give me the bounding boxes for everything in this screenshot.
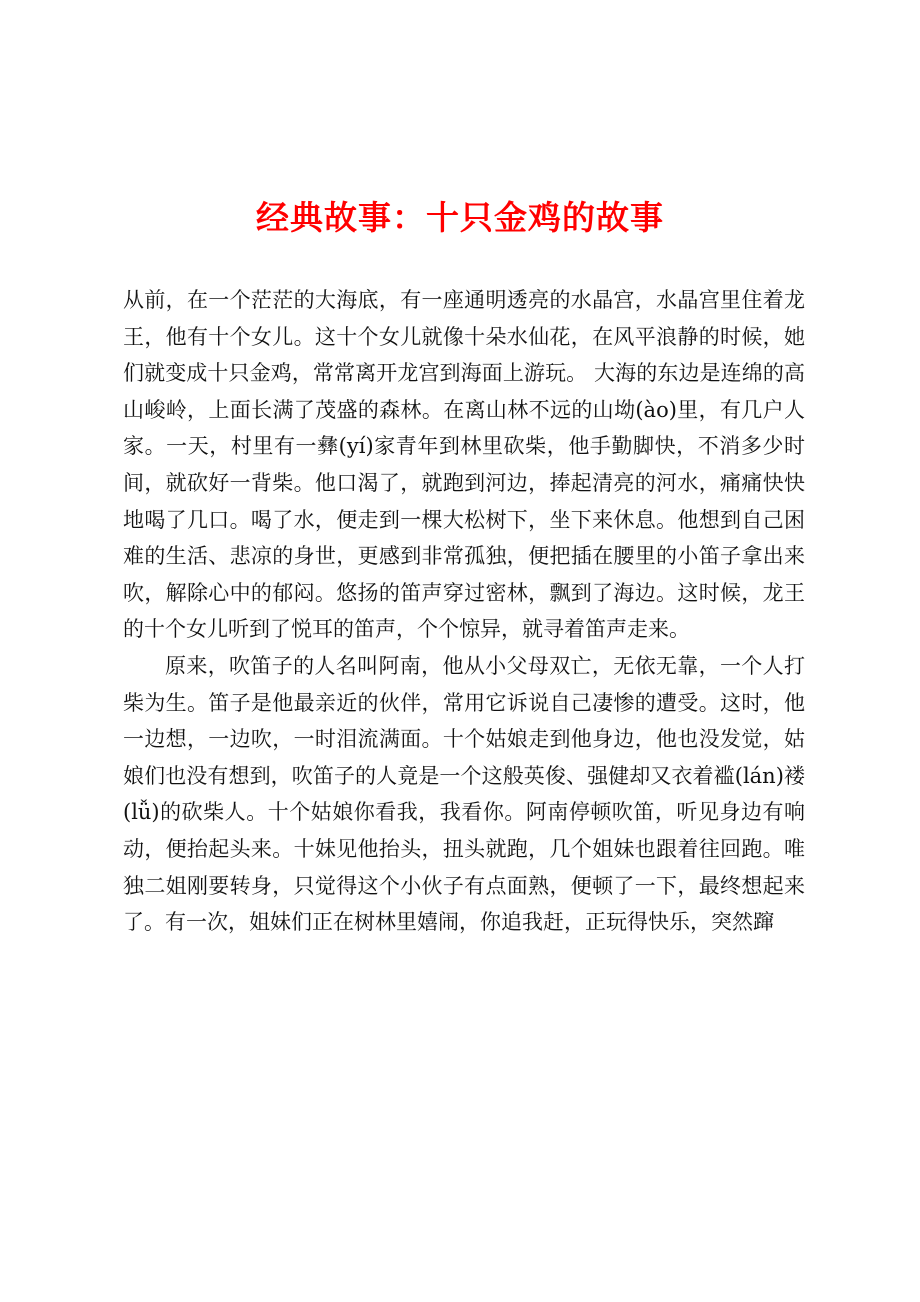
paragraph-1: 从前，在一个茫茫的大海底，有一座通明透亮的水晶宫，水晶宫里住着龙王，他有十个女儿。这十个女儿就像十朵水仙花，在风平浪静的时候，她们就变成十只金鸡，常常离开龙宫到海面上游玩。 大海的东边是连绵的高山峻岭，上面长满了茂盛的森林。在离山林不远的山坳(ào)里，有几户人家。一天，村里有一彝(yí)家青年到林里砍柴，他手勤脚快，不消多少时间，就砍好一背柴。他口渴了，就跑到河边，捧起清亮的河水，痛痛快快地喝了几口。喝了水，便走到一棵大松树下，坐下来休息。他想到自己困难的生活、悲凉的身世，更感到非常孤独，便把插在腰里的小笛子拿出来吹，解除心中的郁闷。悠扬的笛声穿过密林，飘到了海边。这时候，龙王的十个女儿听到了悦耳的笛声，个个惊异，就寻着笛声走来。 bbox=[123, 288, 805, 642]
document-body bbox=[123, 282, 805, 941]
document-title: 经典故事：十只金鸡的故事 bbox=[256, 198, 664, 237]
paragraph-2: 原来，吹笛子的人名叫阿南，他从小父母双亡，无依无靠，一个人打柴为生。笛子是他最亲近的伙伴，常用它诉说自己凄惨的遭受。这时，他一边想，一边吹，一时泪流满面。十个姑娘走到他身边，他也没发觉，姑娘们也没有想到，吹笛子的人竟是一个这般英俊、强健却又衣着褴(lán)褛(lǚ)的砍柴人。十个姑娘你看我，我看你。阿南停顿吹笛，听见身边有响动，便抬起头来。十妹见他抬头，扭头就跑，几个姐妹也跟着往回跑。唯独二姐刚要转身，只觉得这个小伙子有点面熟，便顿了一下，最终想起来了。有一次，姐妹们正在树林里嬉闹，你追我赶，正玩得快乐，突然蹿 bbox=[123, 653, 805, 935]
